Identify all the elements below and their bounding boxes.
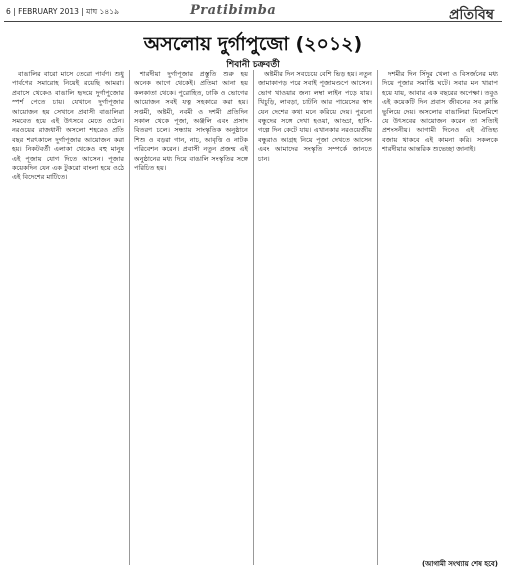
column-divider: [377, 70, 378, 565]
issue-info: 6 | FEBRUARY 2013 | মাঘ ১৪১৯: [6, 7, 119, 16]
article-body: [12, 70, 500, 570]
column-text: দশমীর দিন সিঁদুর খেলা ও বিসর্জনের মধ্য দিয়ে পূজার সমাপ্তি ঘটে। সবার মন খারাপ হয়ে যায়, আবার এক বছরের অপেক্ষা। তবুও এই কয়েকটি দিন প্রবাস জীবনের সব ক্লান্তি ভুলিয়ে দেয়। অসলোর বাঙালিরা মিলেমিশে যে উৎসবের আয়োজন করেন তা সত্যিই প্রশংসনীয়। আগামী দিনেও এই ঐতিহ্য বজায় থাকবে এই কামনা করি। সকলকে শারদীয়ার আন্তরিক শুভেচ্ছা জানাই।: [382, 70, 498, 154]
article-title: অসলোয় দুর্গাপুজো (২০১২): [143, 33, 363, 55]
header-rule: [4, 21, 502, 22]
masthead-bengali: প্রতিবিম্ব: [448, 7, 494, 23]
page-header: [0, 0, 506, 22]
article-byline: শিবানী চক্রবর্তী: [226, 60, 280, 70]
column-text: বাঙালির বারো মাসে তেরো পার্বণ। শুধু পার্বণের সমারোহ নিয়েই রয়েছি আমরা। প্রবাসে থেকেও বাঙালি হৃদয়ে দুর্গাপুজোর স্পর্শ পেতে চায়। যেখানে দুর্গাপূজার আয়োজন হয় সেখানে প্রবাসী বাঙালিরা সমবেত হয়ে এই উৎসবে মেতে ওঠেন। নরওয়ের রাজধানী অসলো শহরেও প্রতি বছর শরৎকালে দুর্গাপূজার আয়োজন করা হয়। নিকটবর্তী এলাকা থেকেও বহু মানুষ এই পূজায় যোগ দিতে আসেন। পূজার কয়েকদিন যেন এক টুকরো বাংলা হয়ে ওঠে এই বিদেশের মাটিতে।: [12, 70, 124, 182]
column-divider: [253, 70, 254, 565]
column-text: অষ্টমীর দিন সবচেয়ে বেশি ভিড় হয়। নতুন জামাকাপড় পরে সবাই পূজামণ্ডপে আসেন। ভোগ খাওয়ার জন্য লম্বা লাইন পড়ে যায়। খিচুড়ি, লাবড়া, চাটনি আর পায়েসের স্বাদ যেন দেশের কথা মনে করিয়ে দেয়। পুরনো বন্ধুদের সঙ্গে দেখা হওয়া, আড্ডা, হাসি-গল্পে দিন কেটে যায়। এখানকার নরওয়েজীয় বন্ধুরাও আগ্রহ নিয়ে পূজা দেখতে আসেন এবং আমাদের সংস্কৃতি সম্পর্কে জানতে চান।: [258, 70, 372, 163]
continued-note: (আগামী সংখ্যায় শেষ হবে): [421, 560, 498, 568]
column-1: [12, 70, 124, 568]
column-3: [258, 70, 372, 568]
column-4: [382, 70, 498, 568]
column-2: [134, 70, 248, 568]
column-divider: [129, 70, 130, 565]
masthead-title: Pratibimba: [190, 3, 277, 18]
column-text: শারদীয়া দুর্গাপূজার প্রস্তুতি শুরু হয় অনেক আগে থেকেই। প্রতিমা আনা হয় কলকাতা থেকে। পুরোহিত, ঢাকি ও ভোগের আয়োজন সবই যত্ন সহকারে করা হয়। সপ্তমী, অষ্টমী, নবমী ও দশমী প্রতিদিন সকাল থেকে পূজা, অঞ্জলি এবং প্রসাদ বিতরণ চলে। সন্ধ্যায় সাংস্কৃতিক অনুষ্ঠানে শিশু ও বড়রা গান, নাচ, আবৃত্তি ও নাটক পরিবেশন করেন। প্রবাসী নতুন প্রজন্ম এই অনুষ্ঠানের মধ্য দিয়ে বাঙালি সংস্কৃতির সঙ্গে পরিচিত হয়।: [134, 70, 248, 173]
